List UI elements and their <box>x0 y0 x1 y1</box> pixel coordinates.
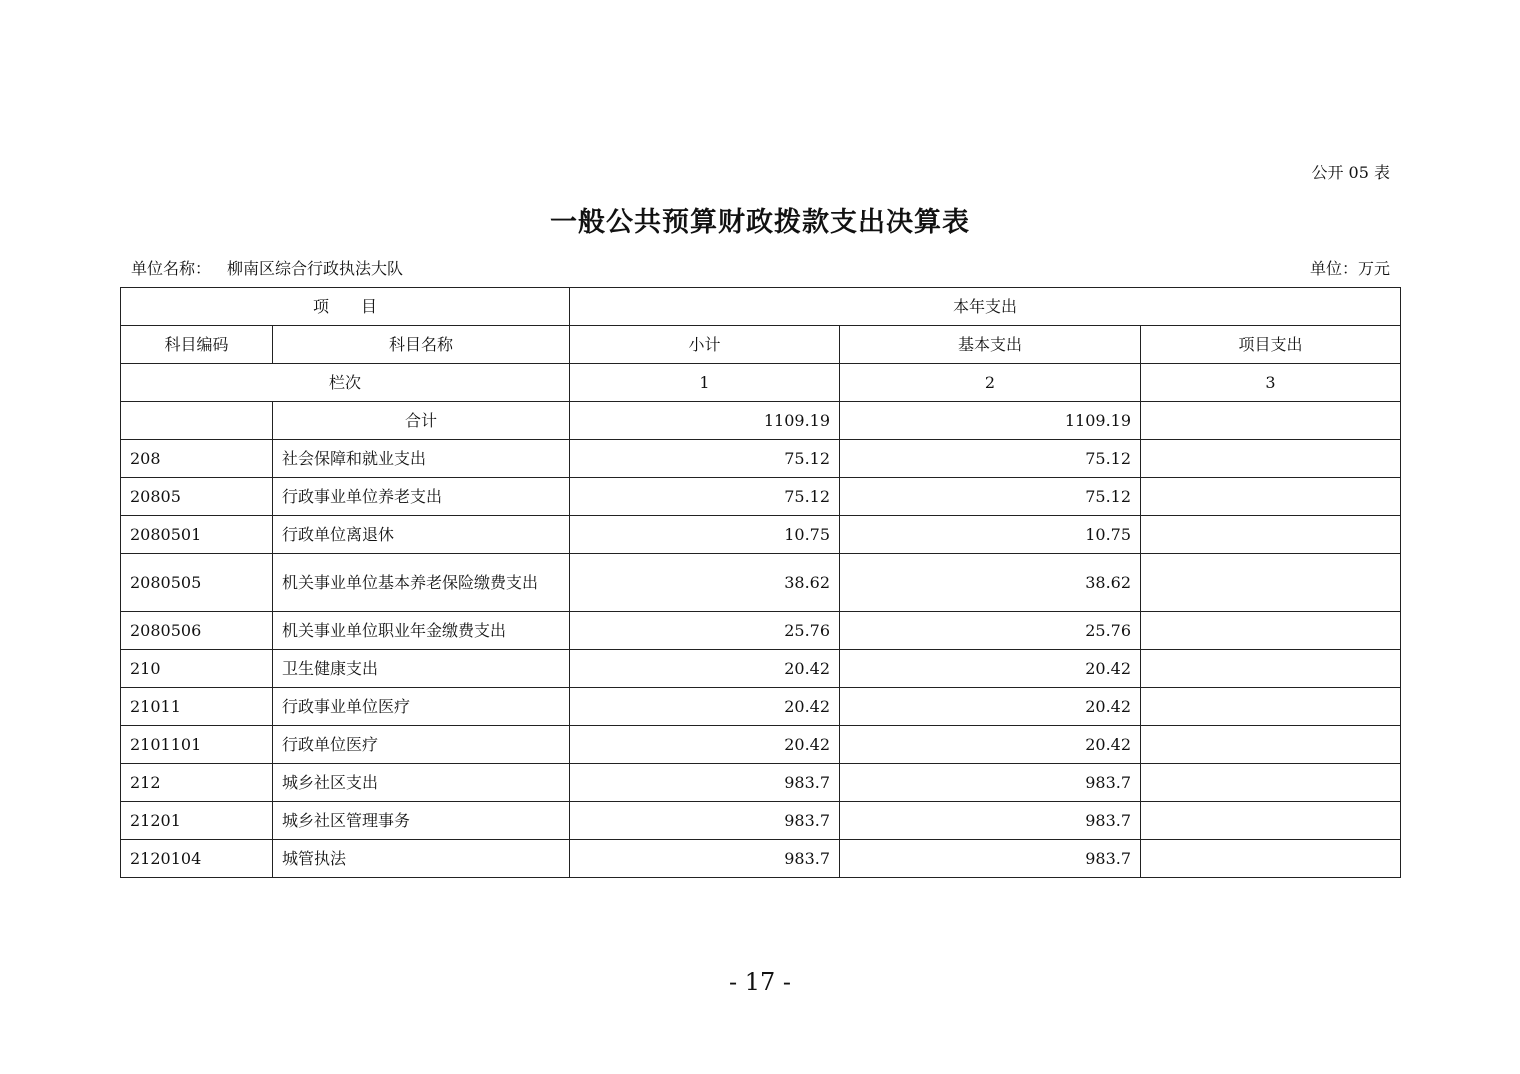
row-basic: 10.75 <box>840 516 1141 554</box>
row-name: 卫生健康支出 <box>273 650 570 688</box>
row-name: 行政单位医疗 <box>273 726 570 764</box>
row-code: 212 <box>121 764 273 802</box>
table-row <box>121 554 1401 612</box>
total-subtotal: 1109.19 <box>570 402 840 440</box>
row-project <box>1141 802 1401 840</box>
row-subtotal: 25.76 <box>570 612 840 650</box>
row-name: 城乡社区支出 <box>273 764 570 802</box>
row-subtotal: 75.12 <box>570 478 840 516</box>
row-basic: 75.12 <box>840 440 1141 478</box>
total-project <box>1141 402 1401 440</box>
row-subtotal: 983.7 <box>570 764 840 802</box>
row-name: 行政事业单位医疗 <box>273 688 570 726</box>
header-col3: 3 <box>1141 364 1401 402</box>
row-basic: 20.42 <box>840 688 1141 726</box>
row-name: 机关事业单位基本养老保险缴费支出 <box>273 554 570 612</box>
row-project <box>1141 688 1401 726</box>
row-project <box>1141 764 1401 802</box>
total-row <box>121 402 1401 440</box>
row-basic: 20.42 <box>840 650 1141 688</box>
header-project-exp: 项目支出 <box>1141 326 1401 364</box>
row-project <box>1141 554 1401 612</box>
budget-table <box>120 287 1401 878</box>
table-row <box>121 612 1401 650</box>
table-row <box>121 650 1401 688</box>
row-name: 城乡社区管理事务 <box>273 802 570 840</box>
row-basic: 983.7 <box>840 764 1141 802</box>
total-code <box>121 402 273 440</box>
row-code: 210 <box>121 650 273 688</box>
table-row <box>121 840 1401 878</box>
row-project <box>1141 840 1401 878</box>
row-subtotal: 983.7 <box>570 802 840 840</box>
unit-name-line <box>131 256 403 279</box>
table-row <box>121 764 1401 802</box>
unit-name-label: 单位名称： <box>131 259 212 278</box>
row-basic: 38.62 <box>840 554 1141 612</box>
row-subtotal: 20.42 <box>570 688 840 726</box>
row-code: 21011 <box>121 688 273 726</box>
row-name: 行政单位离退休 <box>273 516 570 554</box>
table-row <box>121 802 1401 840</box>
table-row <box>121 516 1401 554</box>
row-basic: 20.42 <box>840 726 1141 764</box>
row-name: 社会保障和就业支出 <box>273 440 570 478</box>
row-project <box>1141 516 1401 554</box>
header-current-year: 本年支出 <box>570 288 1401 326</box>
row-project <box>1141 650 1401 688</box>
form-number: 公开 05 表 <box>1311 163 1390 182</box>
table-row <box>121 726 1401 764</box>
row-subtotal: 75.12 <box>570 440 840 478</box>
row-subtotal: 983.7 <box>570 840 840 878</box>
header-subtotal: 小计 <box>570 326 840 364</box>
header-basic: 基本支出 <box>840 326 1141 364</box>
table-row <box>121 478 1401 516</box>
row-project <box>1141 478 1401 516</box>
page-title: 一般公共预算财政拨款支出决算表 <box>550 207 970 238</box>
row-project <box>1141 726 1401 764</box>
row-subtotal: 10.75 <box>570 516 840 554</box>
row-subtotal: 38.62 <box>570 554 840 612</box>
total-basic: 1109.19 <box>840 402 1141 440</box>
row-basic: 983.7 <box>840 802 1141 840</box>
row-code: 2080501 <box>121 516 273 554</box>
row-code: 21201 <box>121 802 273 840</box>
table-row <box>121 440 1401 478</box>
row-project <box>1141 612 1401 650</box>
row-code: 2080505 <box>121 554 273 612</box>
total-label: 合计 <box>273 402 570 440</box>
header-name: 科目名称 <box>273 326 570 364</box>
header-row-3 <box>121 364 1401 402</box>
header-code: 科目编码 <box>121 326 273 364</box>
row-subtotal: 20.42 <box>570 726 840 764</box>
row-name: 行政事业单位养老支出 <box>273 478 570 516</box>
header-col1: 1 <box>570 364 840 402</box>
header-row-1 <box>121 288 1401 326</box>
row-basic: 25.76 <box>840 612 1141 650</box>
row-code: 2080506 <box>121 612 273 650</box>
row-code: 2120104 <box>121 840 273 878</box>
row-code: 20805 <box>121 478 273 516</box>
header-row-2 <box>121 326 1401 364</box>
header-column-order: 栏次 <box>121 364 570 402</box>
row-subtotal: 20.42 <box>570 650 840 688</box>
row-name: 城管执法 <box>273 840 570 878</box>
page-number: - 17 - <box>728 968 791 996</box>
row-project <box>1141 440 1401 478</box>
header-project: 项 目 <box>121 288 570 326</box>
unit-name-value: 柳南区综合行政执法大队 <box>227 259 404 278</box>
row-code: 2101101 <box>121 726 273 764</box>
table-row <box>121 688 1401 726</box>
row-name: 机关事业单位职业年金缴费支出 <box>273 612 570 650</box>
row-code: 208 <box>121 440 273 478</box>
row-basic: 983.7 <box>840 840 1141 878</box>
row-basic: 75.12 <box>840 478 1141 516</box>
currency-unit: 单位：万元 <box>1309 259 1390 278</box>
header-col2: 2 <box>840 364 1141 402</box>
